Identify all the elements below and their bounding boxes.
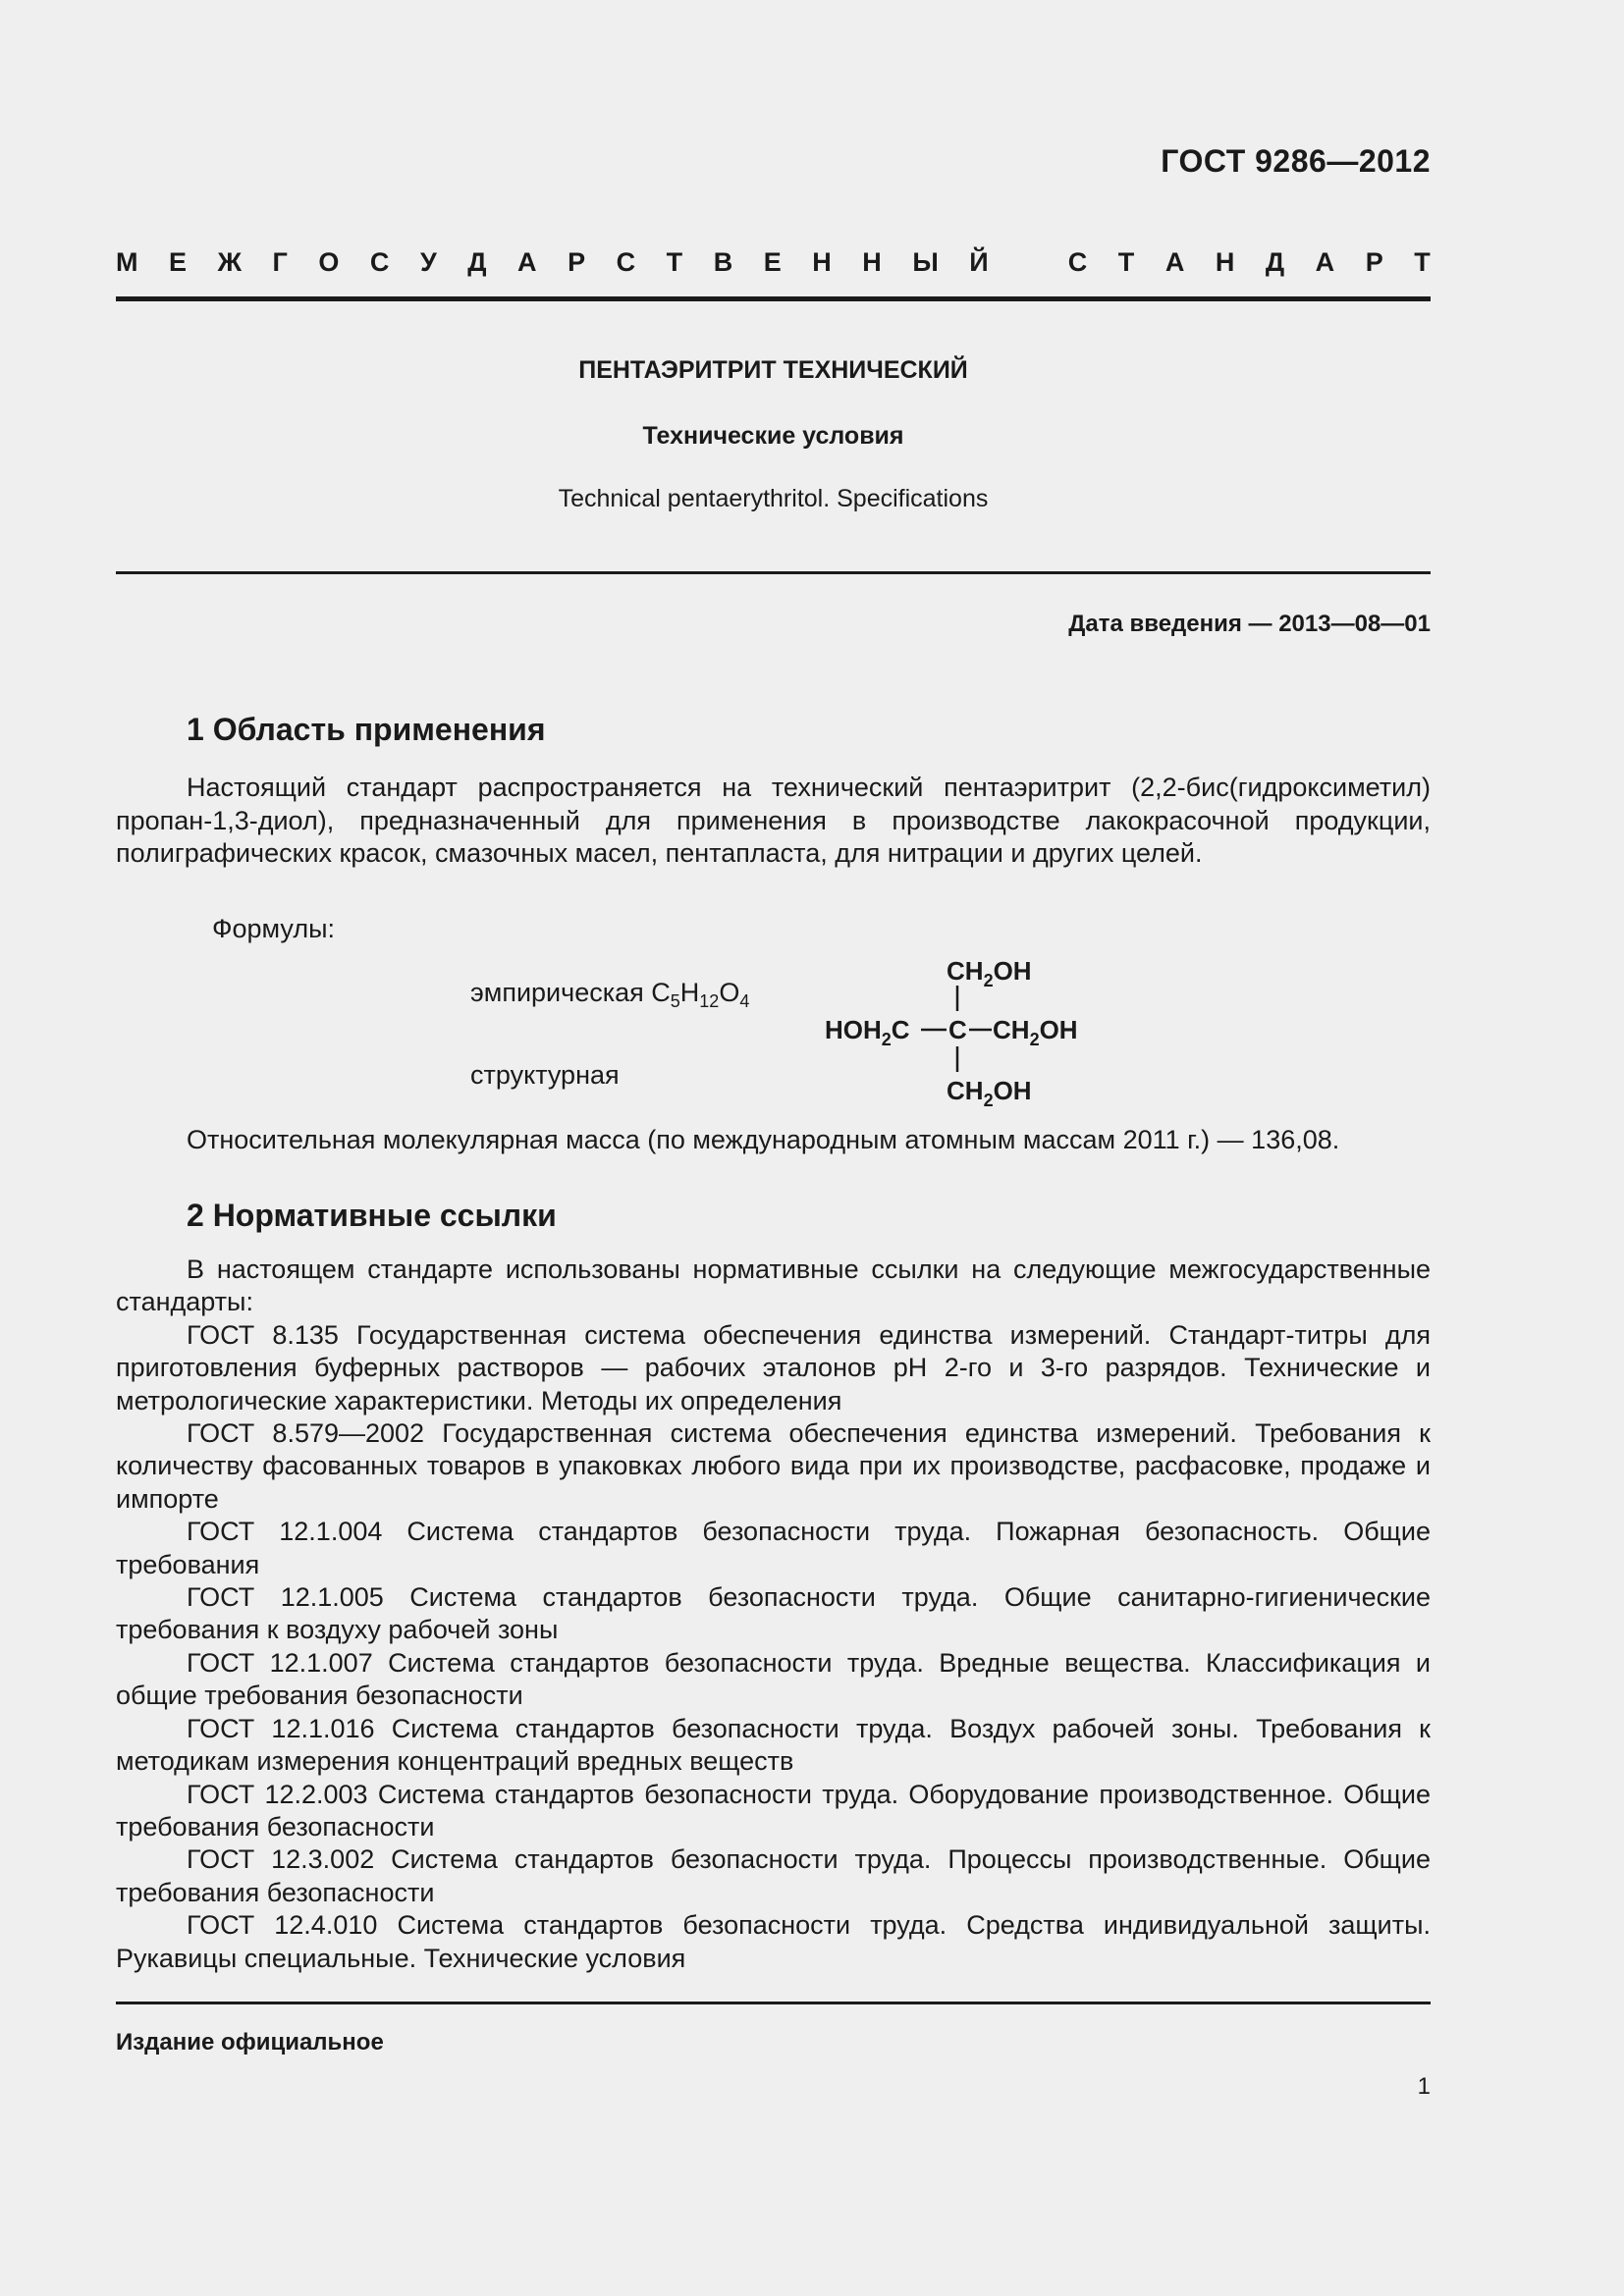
formulas-label: Формулы: — [212, 914, 335, 943]
banner-letter: Ы — [912, 247, 939, 277]
banner-letter: А — [1315, 247, 1335, 277]
reference-item: ГОСТ 12.1.007 Система стандартов безопасности труда. Вредные вещества. Классификация и общие требования безопасности — [116, 1647, 1431, 1711]
introduction-date: Дата введения — 2013—08—01 — [1068, 611, 1431, 637]
banner-letter: Т — [666, 247, 683, 277]
banner-letter: Р — [568, 247, 586, 277]
banner-letter: Н — [812, 247, 832, 277]
banner-gap — [1019, 247, 1037, 278]
banner-letter: С — [369, 247, 390, 277]
document-title: ПЕНТАЭРИТРИТ ТЕХНИЧЕСКИЙ — [578, 356, 968, 384]
banner-letter: В — [713, 247, 733, 277]
right-group-text: $CH_2OH$ — [993, 1015, 1078, 1049]
reference-item: ГОСТ 12.2.003 Система стандартов безопасности труда. Оборудование производственное. Общие требования безопасности — [116, 1779, 1431, 1842]
header-rule — [116, 296, 1431, 301]
footer-rule — [116, 2002, 1431, 2004]
interstate-standard-banner — [116, 247, 1431, 278]
banner-letter: С — [1067, 247, 1088, 277]
structural-formula-diagram — [823, 952, 1098, 1109]
molar-mass-text: Относительная молекулярная масса (по международным атомным массам 2011 г.) — 136,08. — [187, 1125, 1340, 1154]
references-intro: В настоящем стандарте использованы нормативные ссылки на следующие межгосударственные стандарты: — [116, 1255, 1431, 1317]
section-1-heading: 1 Область применения — [187, 712, 546, 747]
top-group-text: $CH_2OH$ — [947, 956, 1032, 990]
banner-letter: А — [1164, 247, 1185, 277]
center-carbon: C — [948, 1015, 967, 1044]
document-english-title: Technical pentaerythritol. Specifications — [558, 485, 989, 512]
left-group-text: $HOH_2C$ — [825, 1015, 910, 1049]
reference-item: ГОСТ 12.1.016 Система стандартов безопасности труда. Воздух рабочей зоны. Требования к методикам измерения концентраций вредных веществ — [116, 1713, 1431, 1777]
reference-item: ГОСТ 12.1.005 Система стандартов безопасности труда. Общие санитарно-гигиенические требования к воздуху рабочей зоны — [116, 1582, 1431, 1645]
empirical-label: эмпирическая — [470, 978, 644, 1007]
banner-letter: Г — [272, 247, 288, 277]
banner-letter: Ж — [217, 247, 242, 277]
banner-letter: Й — [969, 247, 989, 277]
reference-item: ГОСТ 12.3.002 Система стандартов безопасности труда. Процессы производственные. Общие требования безопасности — [116, 1844, 1431, 1907]
banner-letter: С — [616, 247, 636, 277]
banner-letter: Т — [1414, 247, 1431, 277]
banner-letter: Т — [1117, 247, 1135, 277]
banner-letter: Е — [169, 247, 188, 277]
normative-references-list — [116, 1254, 1431, 1975]
banner-letter: М — [116, 247, 138, 277]
section-1-text: Настоящий стандарт распространяется на технический пентаэритрит (2,2-бис(гидроксиметил) пропан-1,3-диол), предназначенный для применения в производстве лакокрасочной продукции, полиграфических красок, смазочных масел, пентапласта, для нитрации и других целей. — [116, 773, 1431, 868]
bottom-group-text: $CH_2OH$ — [947, 1076, 1032, 1109]
banner-letter: Д — [1265, 247, 1285, 277]
document-subtitle: Технические условия — [642, 422, 904, 450]
empirical-o-count: 4 — [739, 991, 750, 1011]
reference-item: ГОСТ 12.4.010 Система стандартов безопасности труда. Средства индивидуальной защиты. Рукавицы специальные. Технические условия — [116, 1910, 1431, 1973]
banner-letter: Е — [763, 247, 782, 277]
banner-letter: У — [419, 247, 437, 277]
empirical-formula — [470, 978, 750, 1011]
empirical-h: H — [679, 978, 700, 1007]
reference-item: ГОСТ 8.579—2002 Государственная система обеспечения единства измерений. Требования к количеству фасованных товаров в упаковках любого вида при их производстве, расфасовке, продаже и импорте — [116, 1418, 1431, 1514]
page-number: 1 — [1417, 2073, 1431, 2100]
section-2-heading: 2 Нормативные ссылки — [187, 1198, 557, 1233]
banner-letter: Д — [467, 247, 487, 277]
empirical-h-count: 12 — [699, 991, 720, 1011]
empirical-c: C — [651, 978, 671, 1007]
banner-letter: А — [517, 247, 537, 277]
empirical-c-count: 5 — [670, 991, 680, 1011]
banner-letter: О — [318, 247, 340, 277]
reference-item: ГОСТ 8.135 Государственная система обеспечения единства измерений. Стандарт-титры для приготовления буферных растворов — рабочих эталонов рН 2-го и 3-го разрядов. Технические и метрологические характеристики. Методы их определения — [116, 1319, 1431, 1415]
structural-label: структурная — [470, 1060, 620, 1090]
empirical-o: O — [719, 978, 740, 1007]
standard-number: ГОСТ 9286—2012 — [1161, 143, 1431, 179]
banner-letter: Р — [1365, 247, 1383, 277]
official-edition-label: Издание официальное — [116, 2029, 384, 2056]
reference-item: ГОСТ 12.1.004 Система стандартов безопасности труда. Пожарная безопасность. Общие требования — [116, 1517, 1431, 1579]
banner-letter: Н — [862, 247, 882, 277]
title-rule — [116, 571, 1431, 574]
banner-letter: Н — [1215, 247, 1235, 277]
